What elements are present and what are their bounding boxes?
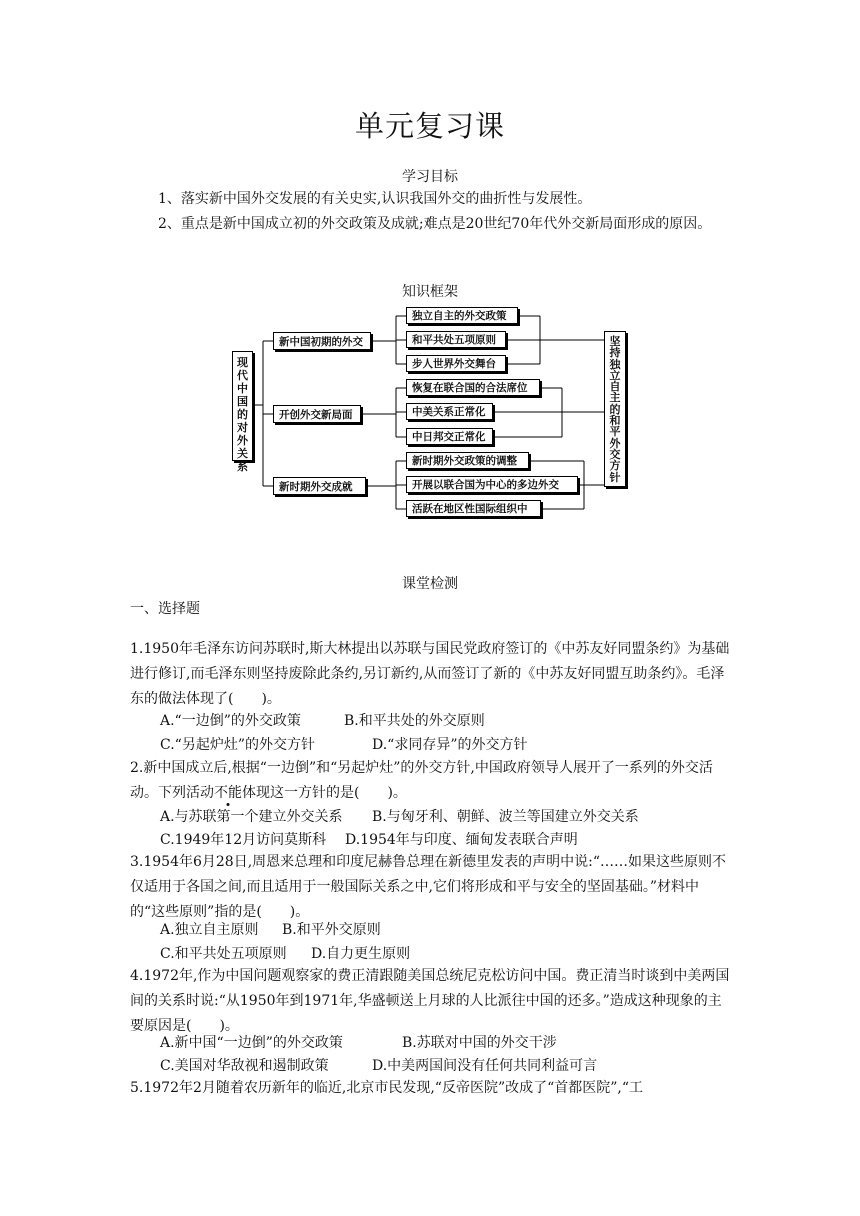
principle-node: 坚 持 独 立 自 主 的 和 平 外 交 方 针 <box>604 331 626 487</box>
question-3-option-d: D.自力更生原则 <box>311 946 411 962</box>
question-3-stem: 3.1954年6月28日,周恩来总理和印度尼赫鲁总理在新德里发表的声明中说:“……如果这些原则不仅适用于各国之间,而且适用于一般国际关系之中,它们将形成和平与安全的坚固基础。”材料中的“这些原则”指的是( )。 <box>130 854 727 920</box>
leaf-node: 新时期外交政策的调整 <box>406 452 529 469</box>
question-1-option-d: D.“求同存异”的外交方针 <box>372 737 528 753</box>
leaf-node: 步人世界外交舞台 <box>406 355 506 372</box>
question-4-option-c: C.美国对华敌视和遏制政策 <box>160 1058 329 1074</box>
leaf-node: 开展以联合国为中心的多边外交 <box>406 476 578 493</box>
question-1-stem: 1.1950年毛泽东访问苏联时,斯大林提出以苏联与国民党政府签订的《中苏友好同盟条约》为基础进行修订,而毛泽东则坚持废除此条约,另订新约,从而签订了新的《中苏友好同盟互助条约》。毛泽东的做法体现了( )。 <box>130 641 730 707</box>
question-4-stem: 4.1972年,作为中国问题观察家的费正清跟随美国总统尼克松访问中国。费正清当时谈到中美两国间的关系时说:“从1950年到1971年,华盛顿送上月球的人比派往中国的还多。”造成这种现象的主要原因是( )。 <box>130 968 730 1034</box>
question-5-stem: 5.1972年2月随着农历新年的临近,北京市民发现,“反帝医院”改成了“首都医院”,“工 <box>130 1080 644 1096</box>
page-title: 单元复习课 <box>354 109 505 143</box>
emphasis-text: 不能 <box>214 785 242 801</box>
mid-node-new-situation: 开创外交新局面 <box>273 405 361 423</box>
objective-2: 2、重点是新中国成立初的外交政策及成就;难点是20世纪70年代外交新局面形成的原因。 <box>158 216 712 232</box>
mid-node-new-era: 新时期外交成就 <box>273 477 366 495</box>
framework-heading: 知识框架 <box>402 284 458 300</box>
check-heading: 课堂检测 <box>402 576 458 592</box>
question-4-option-b: B.苏联对中国的外交干涉 <box>402 1035 557 1051</box>
question-2-option-d: D.1954年与印度、缅甸发表联合声明 <box>345 832 578 848</box>
leaf-node: 恢复在联合国的合法席位 <box>406 379 540 396</box>
leaf-node: 独立自主的外交政策 <box>406 307 518 324</box>
question-3-option-b: B.和平外交原则 <box>282 922 381 938</box>
question-3-option-a: A.独立自主原则 <box>160 922 259 938</box>
leaf-node: 活跃在地区性国际组织中 <box>406 500 541 517</box>
question-2-stem: 2.新中国成立后,根据“一边倒”和“另起炉灶”的外交方针,中国政府领导人展开了一系列的外交活动。下列活动不能体现这一方针的是( )。 <box>130 760 713 801</box>
root-node: 现 代 中 国 的 对 外 关 系 <box>232 351 253 461</box>
question-1-option-b: B.和平共处的外交原则 <box>344 713 485 729</box>
objective-1: 1、落实新中国外交发展的有关史实,认识我国外交的曲折性与发展性。 <box>158 191 592 207</box>
leaf-node: 中日邦交正常化 <box>406 428 493 445</box>
question-2-option-b: B.与匈牙利、朝鲜、波兰等国建立外交关系 <box>372 809 639 825</box>
leaf-node: 和平共处五项原则 <box>406 331 506 348</box>
question-1-option-c: C.“另起炉灶”的外交方针 <box>160 737 315 753</box>
leaf-node: 中美关系正常化 <box>406 403 493 420</box>
question-2-option-a: A.与苏联第一个建立外交关系 <box>160 809 343 825</box>
question-1-option-a: A.“一边倒”的外交政策 <box>160 713 301 729</box>
question-3-option-c: C.和平共处五项原则 <box>160 946 287 962</box>
question-4-option-d: D.中美两国间没有任何共同利益可言 <box>372 1058 598 1074</box>
question-4-option-a: A.新中国“一边倒”的外交政策 <box>160 1035 343 1051</box>
question-2-option-c: C.1949年12月访问莫斯科 <box>160 832 327 848</box>
objectives-heading: 学习目标 <box>402 169 458 185</box>
mid-node-early-diplomacy: 新中国初期的外交 <box>273 332 371 350</box>
section-heading: 一、选择题 <box>130 601 200 617</box>
